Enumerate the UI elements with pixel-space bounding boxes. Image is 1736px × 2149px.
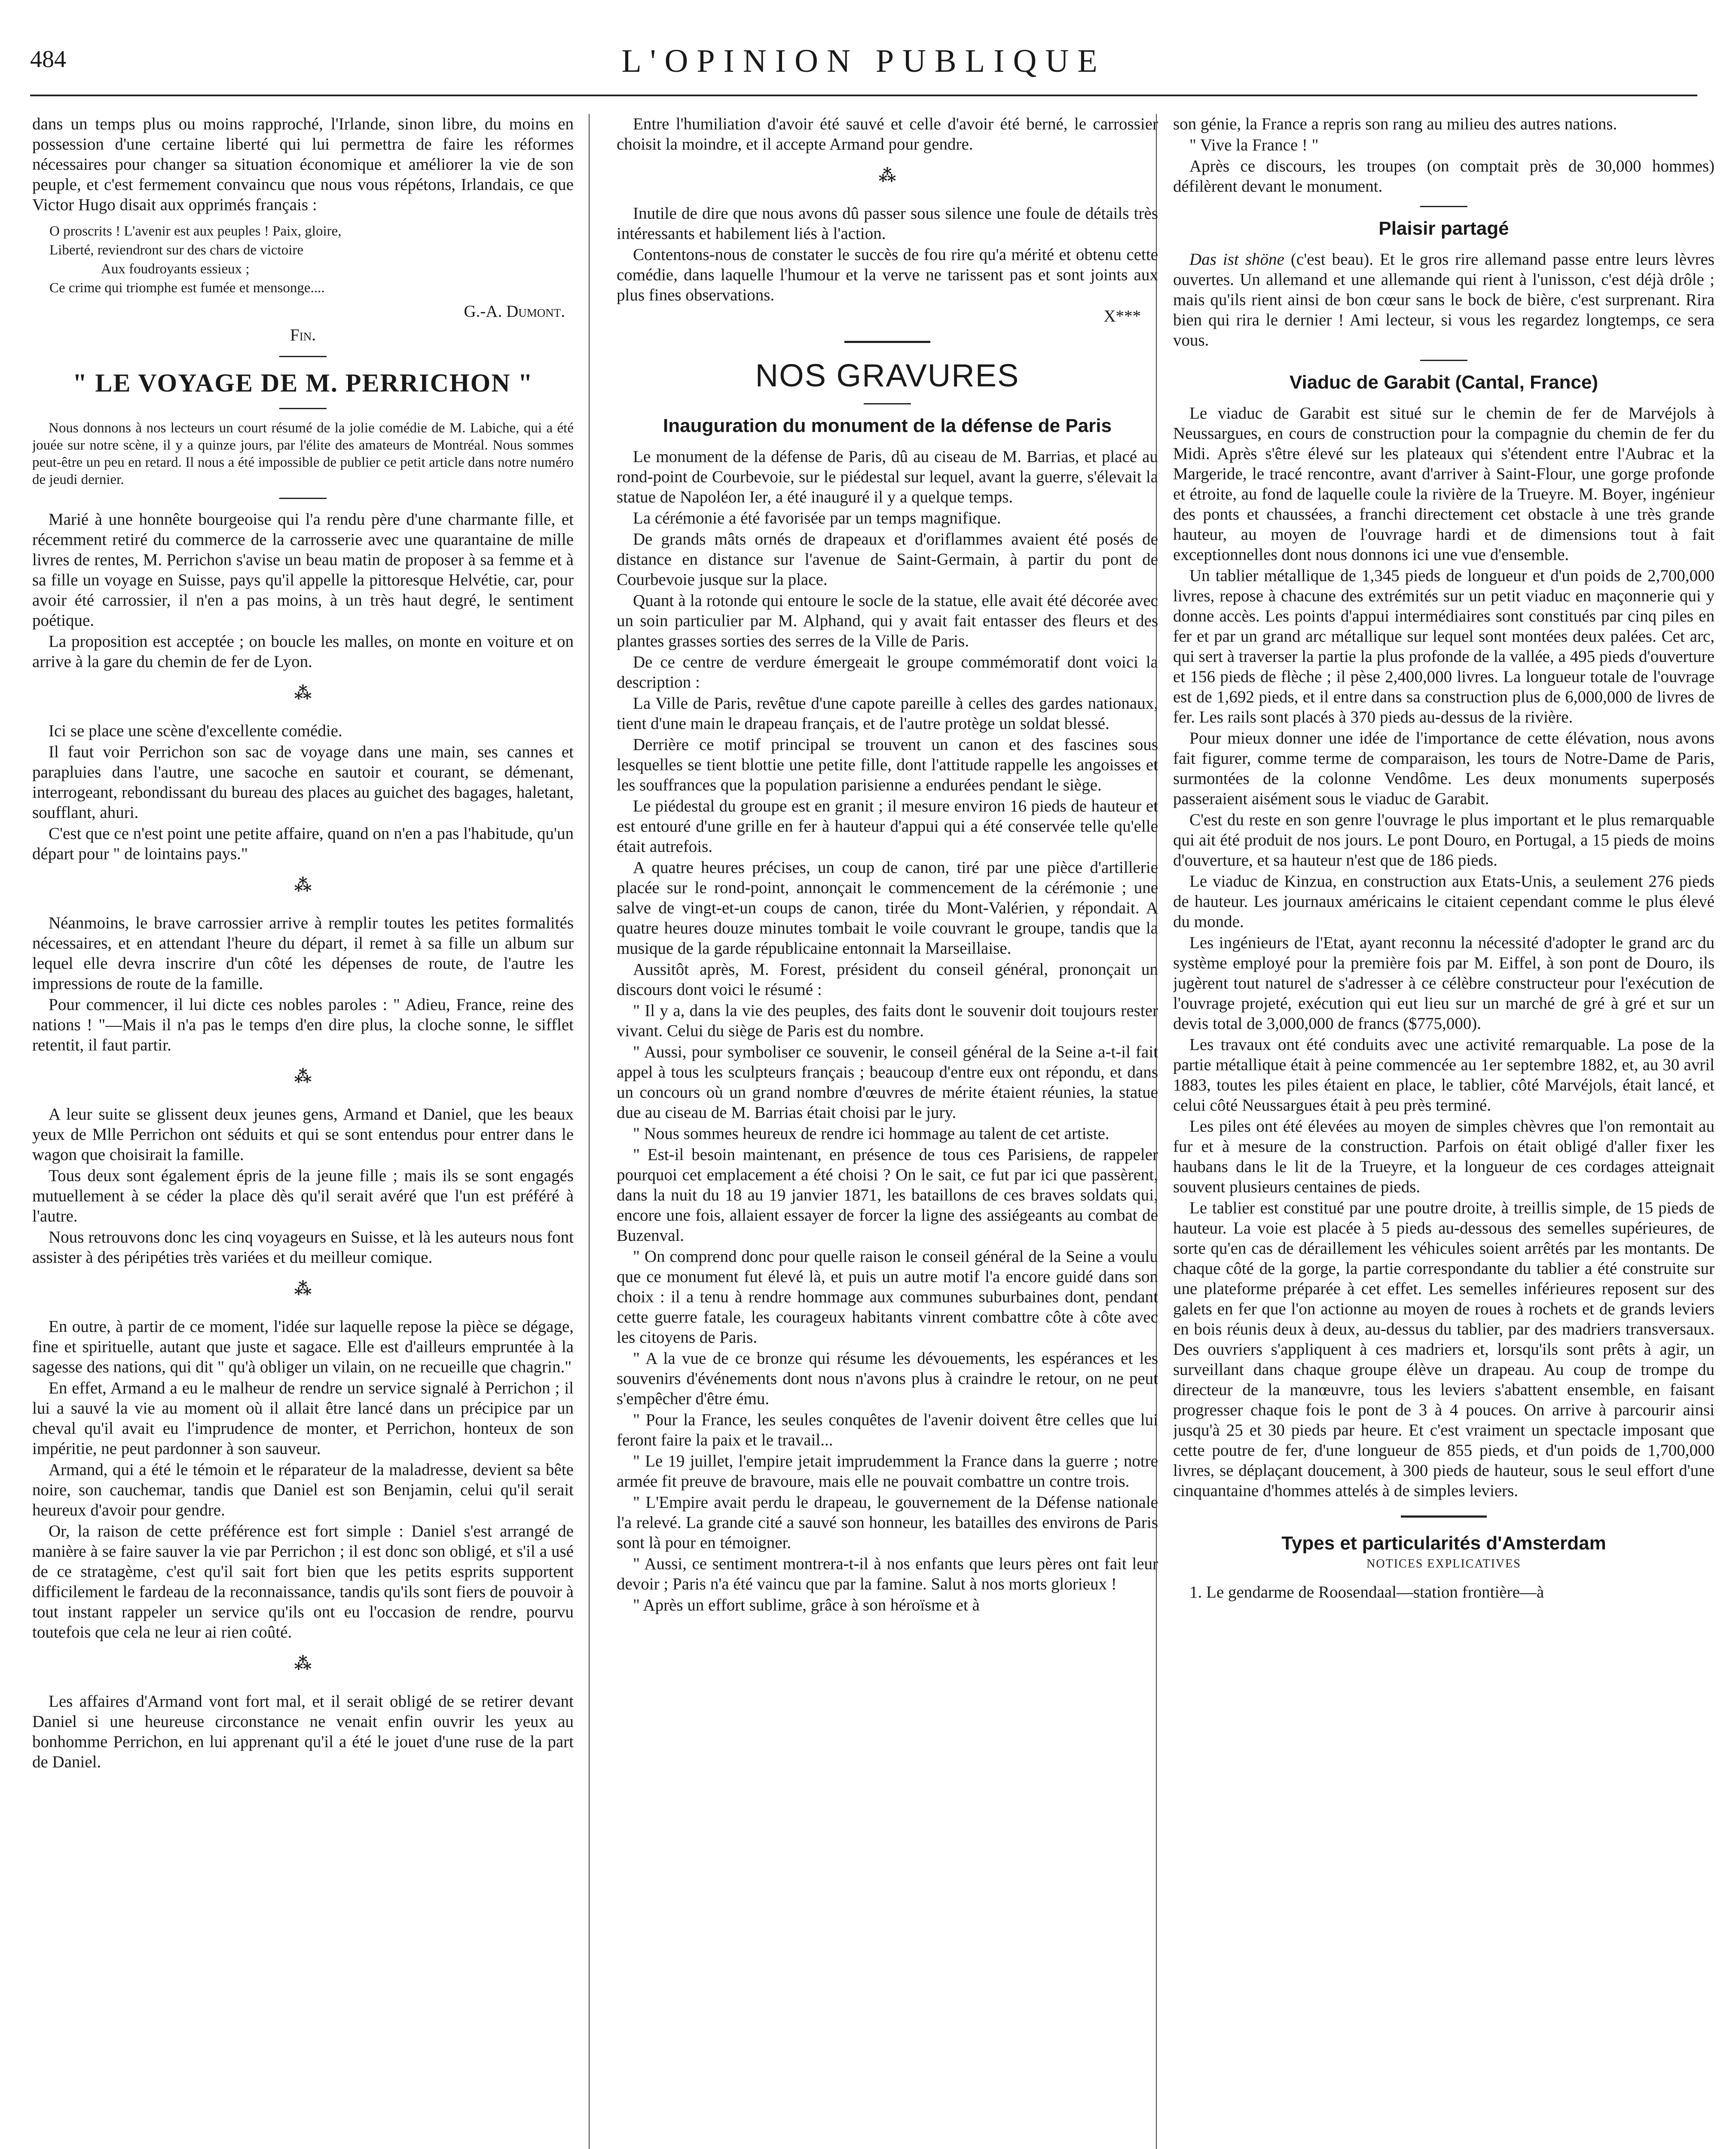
paragraph: " Aussi, pour symboliser ce souvenir, le conseil général de la Seine a-t-il fait appel à tous les sculpteurs français ; beaucoup d'entre eux ont répondu, et dans un concours où un grand nombre d'œuvres de mérite étaient réunies, la statue due au ciseau de M. Barrias était choisi par le jury.	[617, 1043, 1158, 1122]
paragraph: Les piles ont été élevées au moyen de simples chèvres que l'on remontait au fur et à mesure de la construction. Parfois on était obligé d'aller fixer les haubans dans le lit de la Trueyre, et la longueur de ces cordages atteignait souvent plusieurs centaines de pieds.	[1173, 1117, 1715, 1196]
paragraph: Pour mieux donner une idée de l'importance de cette élévation, nous avons fait figurer, comme terme de comparaison, les tours de Notre-Dame de Paris, surmontées de la colonne Vendôme. Les deux monuments superposés passeraient aisément sous le viaduc de Garabit.	[1173, 729, 1715, 808]
paragraph: son génie, la France a repris son rang au milieu des autres nations.	[1173, 115, 1617, 133]
paragraph: " Nous sommes heureux de rendre ici hommage au talent de cet artiste.	[633, 1124, 1109, 1143]
asterism: ⁂	[294, 1067, 312, 1086]
paragraph: " Après un effort sublime, grâce à son héroïsme et à	[633, 1596, 980, 1614]
paragraph: Quant à la rotonde qui entoure le socle de la statue, elle avait été décorée avec un soin particulier par M. Alphand, qui y avait fait entasser des fleurs et des plantes grasses sorties des serres de la Ville de Paris.	[617, 591, 1158, 650]
paragraph: Nous retrouvons donc les cinq voyageurs en Suisse, et là les auteurs nous font assister à des péripéties très variées et du meilleur comique.	[32, 1228, 574, 1267]
german-phrase: Das ist shöne	[1189, 250, 1284, 269]
paragraph: C'est du reste en son genre l'ouvrage le plus important et le plus remarquable qui ait été produit de nos jours. Le pont Douro, en Portugal, a 15 pieds de moins d'ouverture, et sa hauteur n'est que de 186 pieds.	[1173, 811, 1715, 869]
paragraph	[1173, 249, 1715, 350]
paragraph: Après ce discours, les troupes (on comptait près de 30,000 hommes) défilèrent devant le monument.	[1173, 157, 1715, 196]
paragraph: Pour commencer, il lui dicte ces nobles paroles : " Adieu, France, reine des nations ! "—Mais il n'a pas le temps d'en dire plus, la cloche sonne, le sifflet retentit, il faut partir.	[32, 995, 574, 1054]
paragraph: Le piédestal du groupe est en granit ; il mesure environ 16 pieds de hauteur et est entouré d'une grille en fer à hauteur d'appui qui a été conservée telle qu'elle était autrefois.	[617, 797, 1158, 856]
paragraph: Le viaduc de Kinzua, en construction aux Etats-Unis, a seulement 276 pieds de hauteur. Les journaux américains le citaient cependant comme le plus élevé du monde.	[1173, 872, 1715, 931]
paragraph: La cérémonie a été favorisée par un temps magnifique.	[633, 509, 1001, 527]
paragraph: De grands mâts ornés de drapeaux et d'oriflammes avaient été posés de distance en distance sur l'avenue de Saint-Germain, à partir du pont de Courbevoie jusque sur la place.	[617, 530, 1158, 589]
paragraph: A quatre heures précises, un coup de canon, tiré par une pièce d'artillerie placée sur le rond-point, annonçait le commencement de la cérémonie ; une salve de vingt-et-un coups de canon, tirée du Mont-Valérien, y répondait. A quatre heures douze minutes tombait le voile couvrant le groupe, tandis que la musique de la garde républicaine entonnait la Marseillaise.	[617, 858, 1158, 958]
list-item: 1. Le gendarme de Roosendaal—station frontière—à	[1189, 1583, 1544, 1601]
paragraph: En effet, Armand a eu le malheur de rendre un service signalé à Perrichon ; il lui a sauvé la vie au moment où il allait être lancé dans un précipice par un cheval qu'il avait eu l'imprudence de monter, et Perrichon, honteux de son impéritie, ne peut pardonner à son sauveur.	[32, 1379, 574, 1458]
paragraph: " Le 19 juillet, l'empire jetait imprudemment la France dans la guerre ; notre armée fit preuve de bravoure, mais elle ne pouvait combattre un contre trois.	[617, 1452, 1158, 1491]
article-title: Inauguration du monument de la défense de Paris	[663, 415, 1112, 436]
paragraph: " L'Empire avait perdu le drapeau, le gouvernement de la Défense nationale l'a relevé. La grande cité a sauvé son honneur, les batailles des environs de Paris sont là pour en témoigner.	[617, 1493, 1158, 1552]
paragraph: " Est-il besoin maintenant, en présence de tous ces Parisiens, de rappeler pourquoi cet emplacement a été choisi ? On le sait, ce fut par ici que passèrent, dans la nuit du 18 au 19 janvier 1871, les bataillons de ces braves soldats qui, encore une fois, allaient essayer de forcer la ligne des assiégeants au combat de Buzenval.	[617, 1145, 1158, 1245]
paragraph: " On comprend donc pour quelle raison le conseil général de la Seine a voulu que ce monument fut élevé là, et puis un autre motif l'a encore guidé dans son choix : il a tenu à rendre hommage aux communes suburbaines dont, pendant cette guerre fatale, les courageux habitants vinrent combattre côte à côte avec les citoyens de Paris.	[617, 1247, 1158, 1347]
paragraph: Derrière ce motif principal se trouvent un canon et des fascines sous lesquelles se tient blottie une petite fille, dont l'attitude rappelle les angoisses et les souffrances que la population parisienne a endurées pendant le siège.	[617, 735, 1158, 794]
header-rule	[30, 95, 1697, 96]
article-signature: X***	[1103, 307, 1141, 325]
paragraph: C'est que ce n'est point une petite affaire, quand on n'en a pas l'habitude, qu'un départ pour " de lointains pays."	[32, 824, 574, 863]
paragraph: dans un temps plus ou moins rapproché, l'Irlande, sinon libre, du moins en possession d'une certaine liberté qui lui permettra de faire les réformes nécessaires pour changer sa situation économique et améliorer la vie de son peuple, et c'est fermement convaincu que nous vous répétons, Irlandais, ce que Victor Hugo disait aux opprimés français :	[32, 115, 574, 214]
poem-line: O proscrits ! L'avenir est aux peuples ! Paix, gloire,	[49, 223, 342, 239]
paragraph: Il faut voir Perrichon son sac de voyage dans une main, ses cannes et parapluies dans l'autre, une sacoche en sautoir et courant, se démenant, interrogeant, rebondissant du bureau des places au guichet des bagages, haletant, soufflant, ahuri.	[32, 743, 574, 822]
paragraph: De ce centre de verdure émergeait le groupe commémoratif dont voici la description :	[617, 653, 1158, 692]
separator-rule	[1420, 360, 1467, 361]
separator-rule	[844, 341, 930, 343]
separator-rule	[1420, 206, 1467, 207]
separator-rule	[279, 408, 327, 409]
paragraph: Le viaduc de Garabit est situé sur le chemin de fer de Marvéjols à Neussargues, en cours de construction pour la compagnie du chemin de fer du Midi. Après s'être élevé sur les plateaux qui s'étendent entre l'Aubrac et la Margeride, le tracé rencontre, avant d'arriver à Saint-Flour, une gorge profonde et étroite, au fond de laquelle coule la rivière de la Trueyre. M. Boyer, ingénieur des ponts et chaussées, a franchi directement cet obstacle à une très grande hauteur, au moyen de l'ouvrage hardi et de dimensions tout à fait exceptionnelles dont nous donnons ici une vue d'ensemble.	[1173, 404, 1715, 564]
poem-line: Liberté, reviendront sur des chars de victoire	[49, 242, 304, 258]
article-title: " LE VOYAGE DE M. PERRICHON "	[73, 369, 533, 397]
paragraph: Or, la raison de cette préférence est fort simple : Daniel s'est arrangé de manière à se faire sauver la vie par Perrichon ; il est donc son obligé, et s'il a usé de ce stratagème, c'est qu'il sait fort bien que les petits esprits supportent difficilement le fardeau de la reconnaissance, tandis qu'ils sont fiers de pouvoir à tout instant rappeler un service qu'ils ont eu l'occasion de rendre, pourvu toutefois que cela ne leur ai rien coûté.	[32, 1522, 574, 1641]
paragraph: Le monument de la défense de Paris, dû au ciseau de M. Barrias, et placé au rond-point de Courbevoie, sur le piédestal sur lequel, avant la guerre, s'élevait la statue de Napoléon Ier, a été inauguré il y a quelque temps.	[617, 447, 1158, 506]
paragraph: Inutile de dire que nous avons dû passer sous silence une foule de détails très intéressants et habilement liés à l'action.	[617, 204, 1158, 243]
column-3	[1173, 114, 1715, 2149]
article-signature	[32, 301, 565, 322]
paragraph: Les ingénieurs de l'Etat, ayant reconnu la nécessité d'adopter le grand arc du système employé pour la première fois par M. Eiffel, à son pont de Douro, ils jugèrent tout naturel de s'adresser à ce célèbre constructeur pour l'exécution de l'ouvrage projeté, exécution qui eut lieu sur un marché de gré à gré et sur un devis total de 3,000,000 de francs ($775,000).	[1173, 934, 1715, 1033]
article-end-mark: Fin.	[290, 326, 316, 344]
article-subtitle: NOTICES EXPLICATIVES	[1366, 1557, 1521, 1570]
masthead-title: L'OPINION PUBLIQUE	[621, 43, 1106, 79]
paragraph: Un tablier métallique de 1,345 pieds de longueur et d'un poids de 2,700,000 livres, repose à chacune des extrémités sur un petit viaduc en maçonnerie qui y donne accès. Les points d'appui intermédiaires sont constitués par cinq piles en fer et par un grand arc métallique sur lequel sont montées deux palées. Cet arc, qui sert à traverser la partie la plus profonde de la vallée, a 495 pieds d'ouverture et 156 pieds de flèche ; il pèse 2,400,000 livres. La longueur totale de l'ouvrage est de 1,692 pieds, et il entre dans sa construction plus de 6,000,000 de livres de fer. Les rails sont placés à 370 pieds au-dessus de la rivière.	[1173, 566, 1715, 726]
signature-name: Dumont.	[506, 302, 565, 321]
paragraph: Les affaires d'Armand vont fort mal, et il serait obligé de se retirer devant Daniel si une heureuse circonstance ne venait enfin ouvrir les yeux au bonhomme Perrichon, en lui apprenant qu'il a été le jouet d'une ruse de la part de Daniel.	[32, 1692, 574, 1771]
poem-line: Ce crime qui triomphe est fumée et mensonge....	[49, 280, 325, 296]
article-title: Viaduc de Garabit (Cantal, France)	[1289, 372, 1598, 393]
separator-rule	[864, 403, 911, 404]
paragraph: Ici se place une scène d'excellente comédie.	[49, 722, 342, 740]
paragraph: Les travaux ont été conduits avec une activité remarquable. La pose de la partie métallique était à peine commencée au 1er septembre 1882, et, au 30 avril 1883, toutes les piles étaient en place, le tablier, côté Marvéjols, était lancé, et celui côté Neussargues était à peu près terminé.	[1173, 1035, 1715, 1114]
paragraph: Armand, qui a été le témoin et le réparateur de la maladresse, devient sa bête noire, son cauchemar, tandis que Daniel est son Benjamin, celui qu'il serait heureux d'avoir pour gendre.	[32, 1460, 574, 1519]
paragraph: Marié à une honnête bourgeoise qui l'a rendu père d'une charmante fille, et récemment retiré du commerce de la carrosserie avec une quarantaine de mille livres de rentes, M. Perrichon s'avise un beau matin de proposer à sa femme et à sa fille un voyage en Suisse, pays qu'il appelle la pittoresque Helvétie, car, pour avoir été carrossier, il n'en a pas moins, à un très haut degré, le sentiment poétique.	[32, 510, 574, 630]
asterism: ⁂	[294, 683, 312, 703]
page-number: 484	[30, 46, 66, 73]
paragraph: Contentons-nous de constater le succès de fou rire qu'a mérité et obtenu cette comédie, dans laquelle l'humour et la verve ne tarissent pas et sont joints aux plus fines observations.	[617, 245, 1158, 304]
asterism: ⁂	[294, 876, 312, 895]
signature-initials: G.-A.	[464, 302, 507, 321]
asterism: ⁂	[294, 1279, 312, 1298]
section-title: NOS GRAVURES	[755, 358, 1020, 393]
poem-line: Aux foudroyants essieux ;	[101, 261, 250, 277]
asterism: ⁂	[294, 1654, 312, 1673]
paragraph: Tous deux sont également épris de la jeune fille ; mais ils se sont engagés mutuellement à se céder la place dès qu'il serait avéré que l'un est préféré à l'autre.	[32, 1166, 574, 1225]
paragraph: Entre l'humiliation d'avoir été sauvé et celle d'avoir été berné, le carrossier choisit la moindre, et il accepte Armand pour gendre.	[617, 115, 1158, 153]
paragraph: Néanmoins, le brave carrossier arrive à remplir toutes les petites formalités nécessaires, et en attendant l'heure du départ, il remet à sa fille un album sur lequel elle devra inscrire d'un côté les dépenses de route, de l'autre les impressions de route de la famille.	[32, 914, 574, 993]
article-title: Types et particularités d'Amsterdam	[1281, 1533, 1606, 1554]
separator-rule	[279, 356, 327, 357]
article-intro: Nous donnons à nos lecteurs un court résumé de la jolie comédie de M. Labiche, qui a été jouée sur notre scène, il y a quinze jours, par l'élite des amateurs de Montréal. Nous sommes peut-être un peu en retard. Il nous a été impossible de publier ce petit article dans notre numéro de jeudi dernier.	[32, 420, 574, 487]
article-title: Plaisir partagé	[1378, 218, 1509, 239]
paragraph: La Ville de Paris, revêtue d'une capote pareille à celles des gardes nationaux, tient d'une main le drapeau français, et de l'autre protège un soldat blessé.	[617, 694, 1158, 733]
paragraph: Le tablier est constitué par une poutre droite, à treillis simple, de 15 pieds de hauteur. La voie est placée à 5 pieds au-dessous des semelles supérieures, de sorte qu'en cas de déraillement les véhicules soient arrêtés par les montants. De chaque côté de la gorge, la partie correspondante du tablier a été construite sur une plateforme préparée à cet effet. Les semelles inférieures reposent sur des galets en fer que l'on actionne au moyen de roues à rochets et de grands leviers en bois réunis deux à deux, au-dessus du tablier, par des madriers transversaux. Des ouvriers s'appliquent à ces madriers et, lorsqu'ils sont prêts à agir, un surveillant dans chaque groupe élève un drapeau. Au coup de trompe du directeur de la manœuvre, tous les leviers s'abattent ensemble, en faisant progresser chaque fois le pont de 3 à 4 pouces. On arrive à parcourir ainsi jusqu'à 25 et 30 pieds par heure. Et c'est vraiment un spectacle imposant que cette poutre de fer, d'une longueur de 855 pieds, et d'un poids de 1,700,000 livres, se déplaçant doucement, à 300 pieds de hauteur, sous le seul effort d'une cinquantaine d'hommes attelés à de simples leviers.	[1173, 1199, 1715, 1500]
separator-rule	[279, 498, 327, 499]
column-rule	[589, 114, 590, 2149]
paragraph: En outre, à partir de ce moment, l'idée sur laquelle repose la pièce se dégage, fine et spirituelle, autant que juste et sagace. Elle est d'ailleurs empruntée à la sagesse des nations, qui dit " qu'à obliger un vilain, on ne recueille que chagrin."	[32, 1317, 574, 1376]
asterism: ⁂	[878, 166, 896, 185]
separator-rule	[1401, 1515, 1487, 1518]
paragraph-text: (c'est beau). Et le gros rire allemand passe entre leurs lèvres ouvertes. Un allemand et une allemande qui rient à l'unisson, c'est déjà drôle ; mais qu'ils rient ainsi de bon cœur sans le bock de bière, c'est surprenant. Rira bien qui rira le dernier ! Ami lecteur, si vous les regardez longtemps, ce sera vous.	[1173, 250, 1715, 349]
paragraph: " Il y a, dans la vie des peuples, des faits dont le souvenir doit toujours rester vivant. Celui du siège de Paris est du nombre.	[617, 1001, 1158, 1040]
quoted-poem	[49, 222, 574, 297]
page-header	[30, 43, 1697, 86]
paragraph: " Pour la France, les seules conquêtes de l'avenir doivent être celles que lui feront faire la paix et le travail...	[617, 1411, 1158, 1449]
column-2	[617, 114, 1158, 2149]
paragraph: Aussitôt après, M. Forest, président du conseil général, prononçait un discours dont voici le résumé :	[617, 960, 1158, 999]
paragraph: " Vive la France ! "	[1189, 136, 1319, 154]
paragraph: " A la vue de ce bronze qui résume les dévouements, les espérances et les souvenirs d'événements dont nous n'avons plus à craindre le retour, on ne peut s'empêcher d'être ému.	[617, 1349, 1158, 1408]
paragraph: " Aussi, ce sentiment montrera-t-il à nos enfants que leurs pères ont fait leur devoir ; Paris n'a été vaincu que par la famine. Salut à nos morts glorieux !	[617, 1555, 1158, 1593]
paragraph: A leur suite se glissent deux jeunes gens, Armand et Daniel, que les beaux yeux de Mlle Perrichon ont séduits et qui se sont entendus pour entrer dans le wagon que choisirait la famille.	[32, 1105, 574, 1164]
column-1	[32, 114, 574, 2149]
paragraph: La proposition est acceptée ; on boucle les malles, on monte en voiture et on arrive à la gare du chemin de fer de Lyon.	[32, 632, 574, 671]
